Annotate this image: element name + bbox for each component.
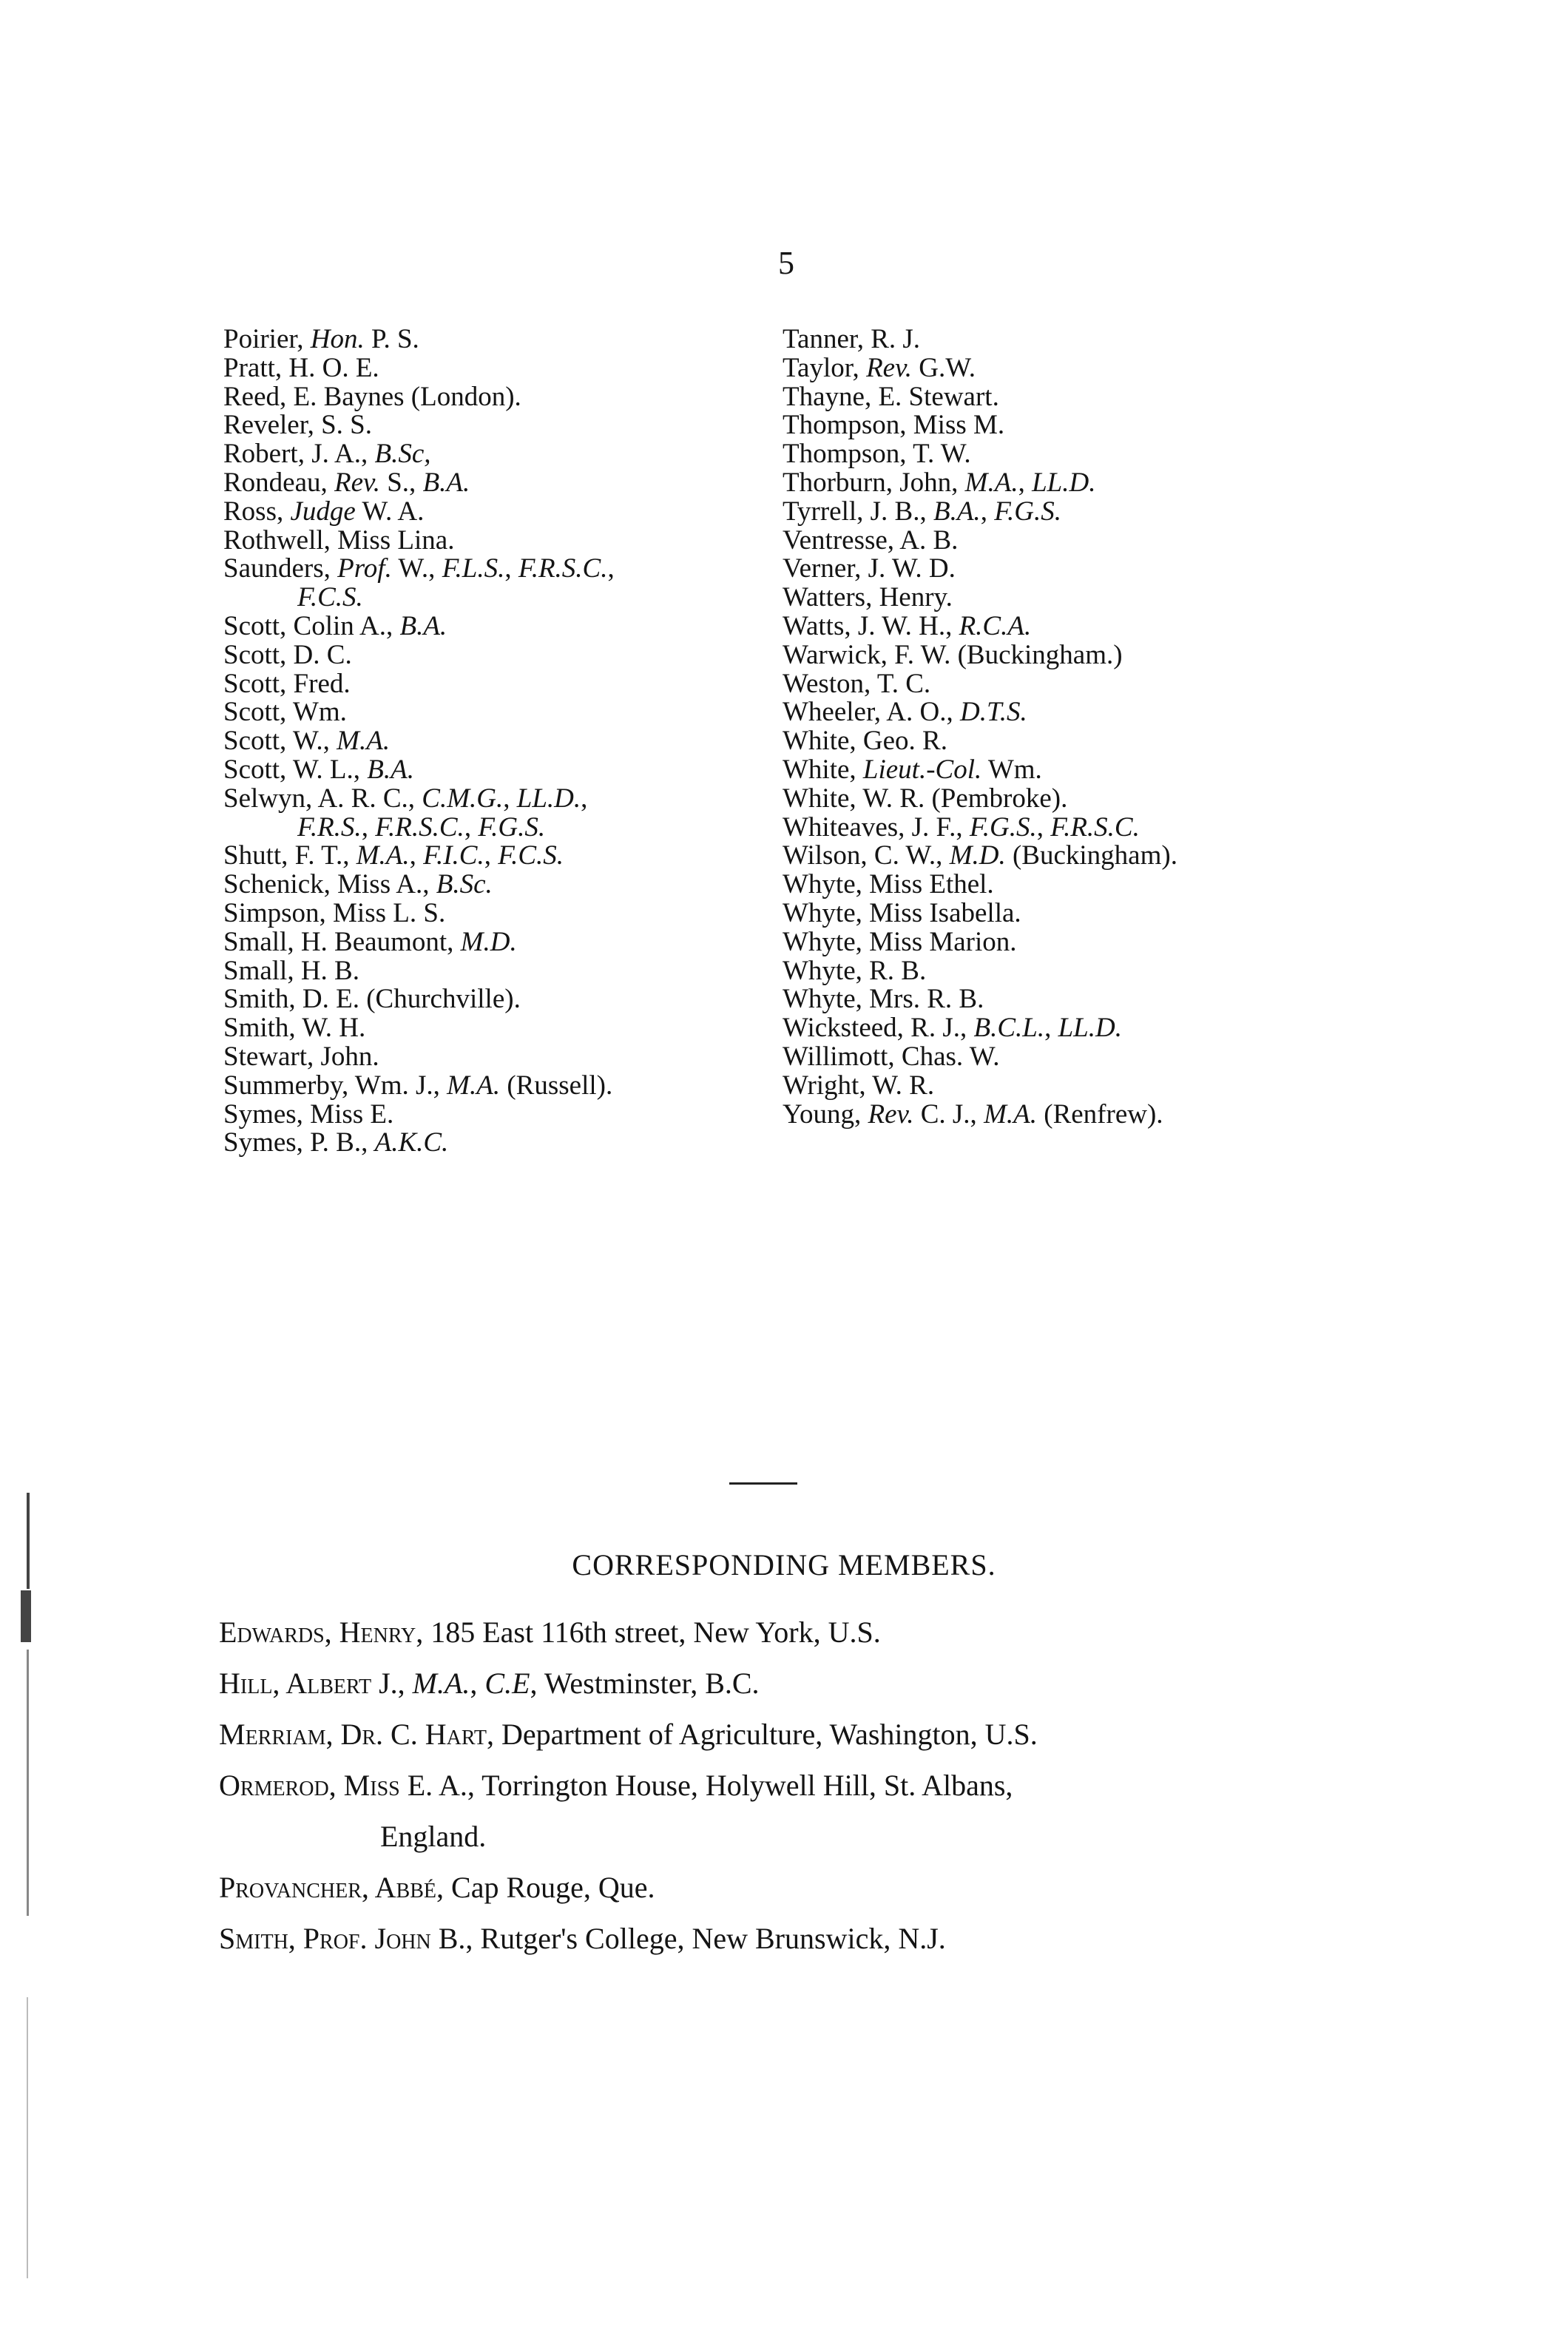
member-entry: Wilson, C. W., M.D. (Buckingham).: [783, 840, 1177, 871]
member-entry: Reveler, S. S.: [223, 410, 372, 441]
member-entry: White, Geo. R.: [783, 726, 947, 757]
member-entry: Thompson, T. W.: [783, 439, 971, 470]
member-entry: Schenick, Miss A., B.Sc.: [223, 869, 493, 900]
corresponding-member-entry: Merriam, Dr. C. Hart, Department of Agriculture, Washington, U.S.: [219, 1718, 1038, 1751]
member-entry: Scott, Fred.: [223, 668, 351, 699]
section-divider: [729, 1482, 797, 1485]
member-entry: Thorburn, John, M.A., LL.D.: [783, 467, 1096, 498]
member-entry: Small, H. Beaumont, M.D.: [223, 926, 517, 957]
member-entry: Poirier, Hon. P. S.: [223, 324, 419, 354]
member-entry: Tanner, R. J.: [783, 324, 921, 354]
member-entry: Reed, E. Baynes (London).: [223, 381, 521, 412]
member-entry: Scott, Wm.: [223, 697, 347, 728]
corresponding-member-entry: Provancher, Abbé, Cap Rouge, Que.: [219, 1871, 655, 1904]
page-number: 5: [778, 245, 794, 281]
member-entry: Smith, W. H.: [223, 1013, 366, 1044]
member-entry: Ventresse, A. B.: [783, 524, 959, 556]
member-entry: Verner, J. W. D.: [783, 553, 956, 584]
member-entry: Scott, Colin A., B.A.: [223, 610, 447, 641]
member-entry: Ross, Judge W. A.: [223, 496, 425, 527]
member-entry: Rondeau, Rev. S., B.A.: [223, 467, 470, 498]
member-entry: Whyte, Miss Isabella.: [783, 897, 1021, 928]
corresponding-members-heading: CORRESPONDING MEMBERS.: [572, 1548, 996, 1581]
member-entry: Thompson, Miss M.: [783, 410, 1005, 441]
member-entry: Scott, W. L., B.A.: [223, 754, 414, 785]
member-entry: Whyte, Miss Ethel.: [783, 869, 994, 900]
member-entry: Watters, Henry.: [783, 582, 953, 613]
corresponding-member-entry-continuation: England.: [380, 1820, 487, 1853]
member-entry: White, Lieut.-Col. Wm.: [783, 754, 1042, 785]
member-entry: Willimott, Chas. W.: [783, 1041, 1000, 1072]
member-entry: Wicksteed, R. J., B.C.L., LL.D.: [783, 1013, 1122, 1044]
member-entry: Wright, W. R.: [783, 1070, 935, 1101]
member-entry: Thayne, E. Stewart.: [783, 381, 999, 412]
member-entry: Simpson, Miss L. S.: [223, 897, 446, 928]
member-entry: Tyrrell, J. B., B.A., F.G.S.: [783, 496, 1061, 527]
members-left-column: [223, 325, 785, 1158]
member-entry: Stewart, John.: [223, 1041, 379, 1072]
member-entry-continuation: F.C.S.: [297, 582, 363, 613]
member-entry: Symes, P. B., A.K.C.: [223, 1127, 449, 1158]
member-entry: Weston, T. C.: [783, 668, 931, 699]
member-entry: Symes, Miss E.: [223, 1098, 394, 1130]
corresponding-member-entry: Edwards, Henry, 185 East 116th street, New York, U.S.: [219, 1616, 881, 1649]
member-entry: Summerby, Wm. J., M.A. (Russell).: [223, 1070, 613, 1101]
member-entry: White, W. R. (Pembroke).: [783, 783, 1068, 814]
scan-margin-mark: [27, 1650, 29, 1916]
corresponding-members-list: [219, 1607, 1373, 1964]
member-entry: Taylor, Rev. G.W.: [783, 352, 976, 383]
member-entry: Whyte, Miss Marion.: [783, 926, 1017, 957]
scan-margin-mark: [21, 1590, 31, 1642]
members-right-column: [783, 325, 1374, 1129]
scan-margin-mark: [27, 1493, 30, 1589]
member-entry: Shutt, F. T., M.A., F.I.C., F.C.S.: [223, 840, 564, 871]
scan-margin-mark: [27, 1997, 28, 2278]
member-entry: Whiteaves, J. F., F.G.S., F.R.S.C.: [783, 811, 1140, 843]
member-entry: Smith, D. E. (Churchville).: [223, 984, 521, 1015]
member-entry: Whyte, Mrs. R. B.: [783, 984, 984, 1015]
member-entry: Warwick, F. W. (Buckingham.): [783, 639, 1123, 670]
member-entry: Scott, W., M.A.: [223, 726, 391, 757]
member-entry: Rothwell, Miss Lina.: [223, 524, 455, 556]
member-entry: Robert, J. A., B.Sc,: [223, 439, 431, 470]
member-entry: Wheeler, A. O., D.T.S.: [783, 697, 1027, 728]
member-entry: Watts, J. W. H., R.C.A.: [783, 610, 1032, 641]
member-entry: Small, H. B.: [223, 955, 359, 986]
corresponding-member-entry: Hill, Albert J., M.A., C.E, Westminster, B.C.: [219, 1667, 760, 1700]
member-entry: Pratt, H. O. E.: [223, 352, 379, 383]
member-entry: Saunders, Prof. W., F.L.S., F.R.S.C.,: [223, 553, 615, 584]
member-entry: Scott, D. C.: [223, 639, 352, 670]
member-entry: Selwyn, A. R. C., C.M.G., LL.D.,: [223, 783, 588, 814]
corresponding-member-entry: Ormerod, Miss E. A., Torrington House, Holywell Hill, St. Albans,: [219, 1769, 1013, 1802]
member-entry: Whyte, R. B.: [783, 955, 927, 986]
member-entry-continuation: F.R.S., F.R.S.C., F.G.S.: [297, 811, 546, 843]
corresponding-member-entry: Smith, Prof. John B., Rutger's College, New Brunswick, N.J.: [219, 1922, 946, 1955]
member-entry: Young, Rev. C. J., M.A. (Renfrew).: [783, 1098, 1163, 1130]
